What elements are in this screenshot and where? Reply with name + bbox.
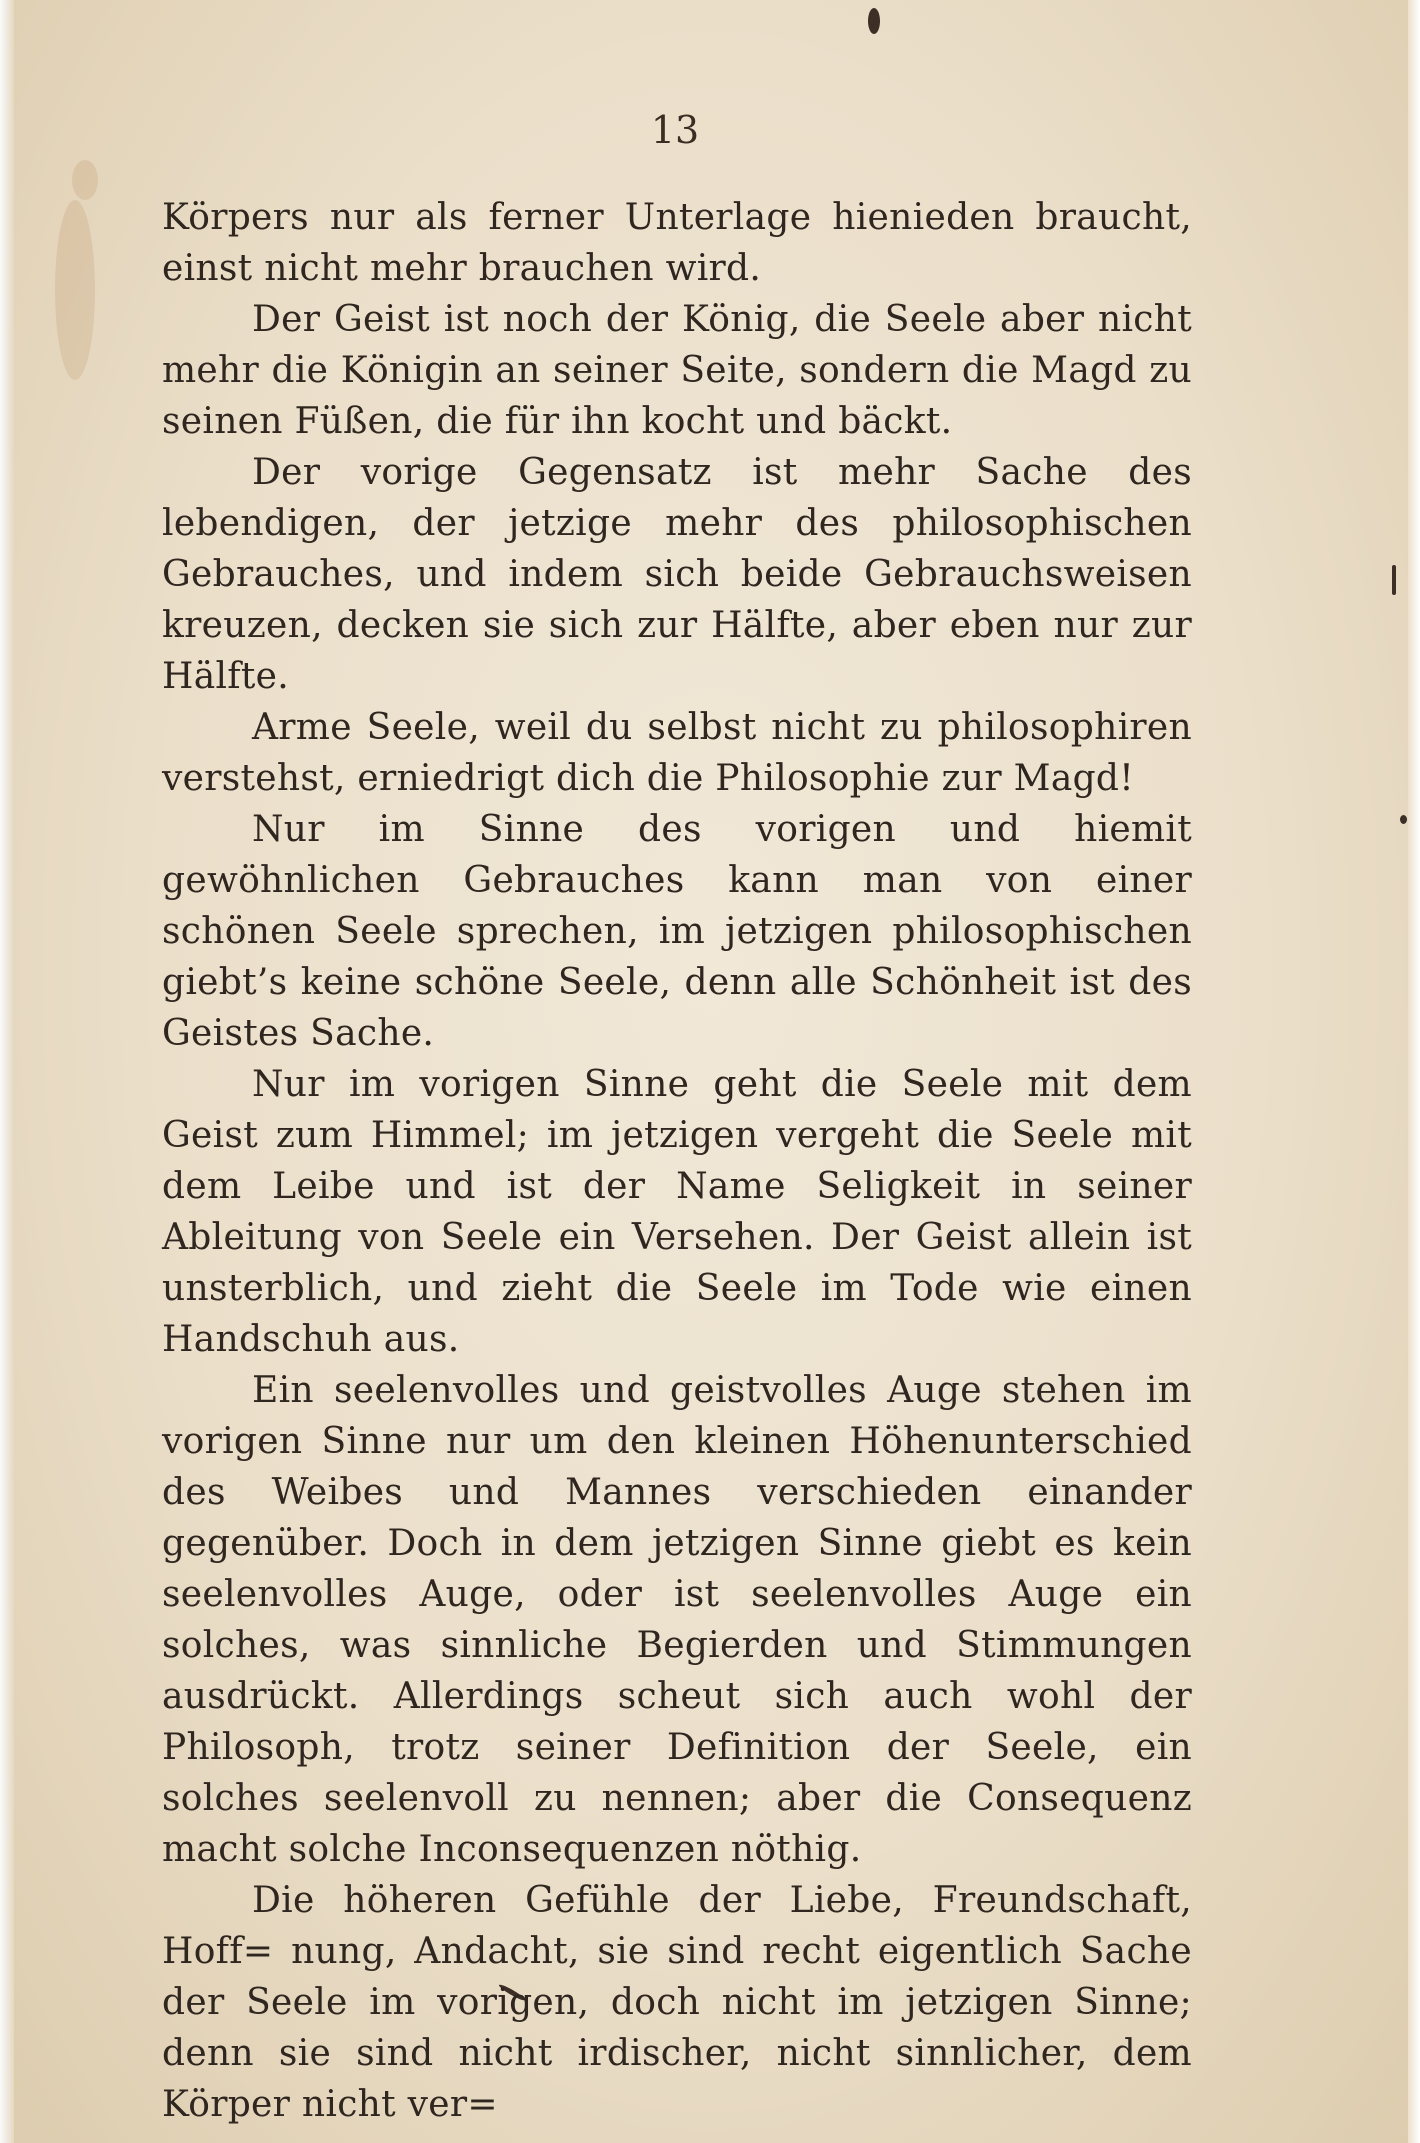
paragraph: Nur im vorigen Sinne geht die Seele mit dem Geist zum Himmel; im jetzigen vergeht die Seele mit dem Leibe und ist der Name Seligkeit in seiner Ableitung von Seele ein Versehen. Der Geist allein ist unsterblich, und zieht die Seele im Tode wie einen Handschuh aus.	[162, 1064, 1192, 1360]
paragraph: Arme Seele, weil du selbst nicht zu philosophiren verstehst, erniedrigt dich die Philosophie zur Magd!	[162, 707, 1192, 799]
ink-speck	[868, 8, 880, 34]
page-edge-left	[0, 0, 14, 2143]
body-text	[162, 192, 1192, 2130]
paper-stain	[72, 160, 98, 200]
paper-stain	[55, 200, 95, 380]
page-edge-right	[1408, 0, 1420, 2143]
paragraph: Der Geist ist noch der König, die Seele aber nicht mehr die Königin an seiner Seite, sondern die Magd zu seinen Füßen, die für ihn kocht und bäckt.	[162, 299, 1192, 442]
paragraph: Der vorige Gegensatz ist mehr Sache des lebendigen, der jetzige mehr des philosophischen Gebrauches, und indem sich beide Gebrauchsweisen kreuzen, decken sie sich zur Hälfte, aber eben nur zur Hälfte.	[162, 452, 1192, 697]
ink-speck	[1392, 565, 1396, 595]
paragraph: Nur im Sinne des vorigen und hiemit gewöhnlichen Gebrauches kann man von einer schönen Seele sprechen, im jetzigen philosophischen giebt’s keine schöne Seele, denn alle Schönheit ist des Geistes Sache.	[162, 809, 1192, 1054]
paragraph: Körpers nur als ferner Unterlage hienieden braucht, einst nicht mehr brauchen wird.	[162, 197, 1192, 289]
ink-speck	[1400, 815, 1407, 824]
page-number: 13	[650, 108, 700, 152]
paragraph: Die höheren Gefühle der Liebe, Freundschaft, Hoff= nung, Andacht, sie sind recht eigentlich Sache der Seele im vorigen, doch nicht im jetzigen Sinne; denn sie sind nicht irdischer, nicht sinnlicher, dem Körper nicht ver=	[162, 1880, 1192, 2125]
paragraph: Ein seelenvolles und geistvolles Auge stehen im vorigen Sinne nur um den kleinen Höhenunterschied des Weibes und Mannes verschieden einander gegenüber. Doch in dem jetzigen Sinne giebt es kein seelenvolles Auge, oder ist seelenvolles Auge ein solches, was sinnliche Begierden und Stimmungen ausdrückt. Allerdings scheut sich auch wohl der Philosoph, trotz seiner Definition der Seele, ein solches seelenvoll zu nennen; aber die Consequenz macht solche Inconsequenzen nöthig.	[162, 1370, 1192, 1870]
